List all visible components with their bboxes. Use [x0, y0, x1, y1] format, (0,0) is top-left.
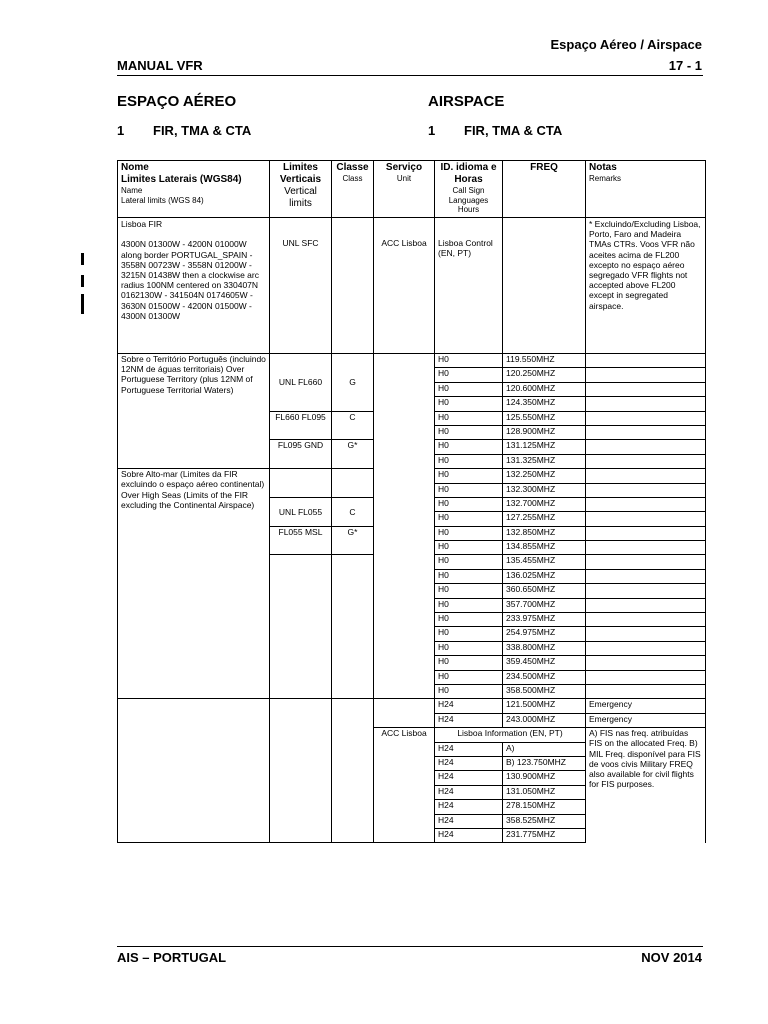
territory-vertical-2: FL660 FL095 — [270, 411, 332, 440]
highseas-name: Sobre Alto-mar (Limites da FIR excluindo o espaço aéreo continental) Over High Seas (Limits of the FIR excluding the Continental Airspace) — [118, 469, 270, 699]
remarks-cell — [586, 454, 706, 468]
hours-cell: H0 — [435, 354, 503, 368]
highseas-class-empty — [332, 555, 374, 699]
footer-right: NOV 2014 — [641, 950, 702, 965]
info-callsign: Lisboa Information (EN, PT) — [435, 728, 586, 742]
freq-cell: 231.775MHZ — [503, 828, 586, 842]
freq-cell: 128.900MHZ — [503, 425, 586, 439]
fir-limits: Lisboa FIR 4300N 01300W - 4200N 01000W along border PORTUGAL_SPAIN - 3558N 00723W - 3558N 01200W - 3215N 01438W then a clockwise arc radius 100NM centered on 330407N 0162130W - 341504N 0174605W - 3630N 01500W - 4200N 01500W - 4300N 01300W — [118, 218, 270, 354]
freq-cell: 338.800MHZ — [503, 641, 586, 655]
hours-cell: H24 — [435, 828, 503, 842]
change-bar — [81, 275, 84, 287]
freq-cell: 136.025MHZ — [503, 569, 586, 583]
hours-cell: H0 — [435, 627, 503, 641]
freq-cell: 130.900MHZ — [503, 771, 586, 785]
highseas-vertical-2: FL055 MSL — [270, 526, 332, 555]
hours-cell: H0 — [435, 368, 503, 382]
freq-cell: 124.350MHZ — [503, 397, 586, 411]
bottom-class — [332, 699, 374, 843]
freq-cell: 131.325MHZ — [503, 454, 586, 468]
hours-cell: H0 — [435, 483, 503, 497]
hours-cell: H24 — [435, 742, 503, 756]
freq-cell: A) — [503, 742, 586, 756]
table-row — [118, 354, 706, 368]
remarks-cell — [586, 627, 706, 641]
remarks-cell — [586, 483, 706, 497]
hours-cell: H0 — [435, 411, 503, 425]
hours-cell: H0 — [435, 425, 503, 439]
header-name: Nome Limites Laterais (WGS84) Name Lateral limits (WGS 84) — [118, 161, 270, 218]
territory-vertical-3: FL095 GND — [270, 440, 332, 469]
subtitle-en-text: FIR, TMA & CTA — [464, 123, 563, 138]
remarks-cell — [586, 598, 706, 612]
hours-cell: H24 — [435, 800, 503, 814]
highseas-vertical-1: UNL FL055 — [270, 497, 332, 526]
freq-cell: 357.700MHZ — [503, 598, 586, 612]
freq-cell: 131.125MHZ — [503, 440, 586, 454]
freq-cell: 120.250MHZ — [503, 368, 586, 382]
remarks-cell — [586, 397, 706, 411]
freq-cell: 360.650MHZ — [503, 584, 586, 598]
header-vertical-limits: Limites Verticais Vertical limits — [270, 161, 332, 218]
fir-freq — [503, 218, 586, 354]
freq-cell: 278.150MHZ — [503, 800, 586, 814]
title-en: AIRSPACE — [428, 93, 505, 110]
hours-cell: H0 — [435, 512, 503, 526]
airspace-table — [117, 160, 706, 843]
remarks-cell — [586, 569, 706, 583]
fir-vertical: UNL SFC — [270, 218, 332, 354]
territory-class-1: G — [332, 354, 374, 412]
hours-cell: H0 — [435, 670, 503, 684]
hours-cell: H0 — [435, 684, 503, 698]
territory-class-2: C — [332, 411, 374, 440]
change-bar — [81, 294, 84, 314]
freq-cell: 119.550MHZ — [503, 354, 586, 368]
freq-cell: B) 123.750MHZ — [503, 756, 586, 770]
freq-cell: 132.300MHZ — [503, 483, 586, 497]
freq-cell: 125.550MHZ — [503, 411, 586, 425]
table-header-row — [118, 161, 706, 218]
hours-cell: H0 — [435, 569, 503, 583]
table-row — [118, 699, 706, 713]
highseas-vertical-empty — [270, 555, 332, 699]
freq-cell: 233.975MHZ — [503, 613, 586, 627]
freq-cell: 132.250MHZ — [503, 469, 586, 483]
hours-cell: H0 — [435, 541, 503, 555]
territory-class-3: G* — [332, 440, 374, 469]
freq-cell: 132.850MHZ — [503, 526, 586, 540]
footer-rule — [117, 946, 703, 947]
hours-cell: H24 — [435, 699, 503, 713]
hours-cell: H0 — [435, 454, 503, 468]
freq-cell: 127.255MHZ — [503, 512, 586, 526]
hours-cell: H0 — [435, 555, 503, 569]
remarks-cell — [586, 354, 706, 368]
header-rule — [117, 75, 703, 76]
hours-cell: H0 — [435, 526, 503, 540]
hours-cell: H0 — [435, 641, 503, 655]
header-callsign: ID. idioma e Horas Call Sign Languages Hours — [435, 161, 503, 218]
hours-cell: H24 — [435, 713, 503, 727]
highseas-class-2: G* — [332, 526, 374, 555]
fir-row — [118, 218, 706, 354]
bottom-vertical — [270, 699, 332, 843]
remarks-cell — [586, 440, 706, 454]
freq-cell: 359.450MHZ — [503, 656, 586, 670]
bottom-name — [118, 699, 270, 843]
remarks-cell — [586, 613, 706, 627]
freq-cell: 358.500MHZ — [503, 684, 586, 698]
freq-cell: 132.700MHZ — [503, 497, 586, 511]
remarks-cell — [586, 541, 706, 555]
hours-cell: H0 — [435, 469, 503, 483]
hours-cell: H24 — [435, 756, 503, 770]
info-remarks: A) FIS nas freq. atribuídas FIS on the allocated Freq. B) MIL Freq. disponível para FIS de voos civis Military FREQ also available for civil flights for FIS purposes. — [586, 728, 706, 843]
remarks-cell — [586, 641, 706, 655]
hours-cell: H0 — [435, 613, 503, 627]
title-pt: ESPAÇO AÉREO — [117, 93, 237, 110]
remarks-cell — [586, 555, 706, 569]
hours-cell: H0 — [435, 598, 503, 612]
remarks-cell — [586, 512, 706, 526]
hours-cell: H0 — [435, 382, 503, 396]
hours-cell: H24 — [435, 785, 503, 799]
freq-cell: 243.000MHZ — [503, 713, 586, 727]
remarks-cell — [586, 411, 706, 425]
bottom-unit-empty — [374, 699, 435, 728]
header-unit: Serviço Unit — [374, 161, 435, 218]
subtitle-pt — [117, 123, 251, 138]
footer-left: AIS – PORTUGAL — [117, 950, 227, 965]
freq-cell: 254.975MHZ — [503, 627, 586, 641]
freq-cell: 234.500MHZ — [503, 670, 586, 684]
header-class: Classe Class — [332, 161, 374, 218]
unit-empty — [374, 354, 435, 699]
change-bar — [81, 253, 84, 265]
subtitle-pt-number: 1 — [117, 123, 125, 138]
info-unit: ACC Lisboa — [374, 728, 435, 843]
freq-cell: 120.600MHZ — [503, 382, 586, 396]
hours-cell: H0 — [435, 584, 503, 598]
page-number: 17 - 1 — [668, 58, 702, 73]
highseas-vertical-empty — [270, 469, 332, 498]
remarks-cell — [586, 526, 706, 540]
freq-cell: 134.855MHZ — [503, 541, 586, 555]
remarks-cell — [586, 425, 706, 439]
subtitle-pt-text: FIR, TMA & CTA — [153, 123, 252, 138]
emergency-note: Emergency — [586, 713, 706, 727]
hours-cell: H0 — [435, 440, 503, 454]
section-title: Espaço Aéreo / Airspace — [550, 37, 702, 52]
manual-title: MANUAL VFR — [117, 58, 203, 73]
fir-remarks: * Excluindo/Excluding Lisboa, Porto, Faro and Madeira TMAs CTRs. Voos VFR não aceites acima de FL200 excepto no espaço aéreo segregado VFR flights not accepted above FL200 except in segregated airspace. — [586, 218, 706, 354]
hours-cell: H24 — [435, 771, 503, 785]
remarks-cell — [586, 497, 706, 511]
remarks-cell — [586, 368, 706, 382]
remarks-cell — [586, 670, 706, 684]
hours-cell: H0 — [435, 497, 503, 511]
header-freq: FREQ — [503, 161, 586, 218]
territory-name: Sobre o Território Português (incluindo 12NM de águas territoriais) Over Portuguese Territory (plus 12NM of Portuguese Territorial Waters) — [118, 354, 270, 469]
fir-callsign: Lisboa Control (EN, PT) — [435, 218, 503, 354]
hours-cell: H0 — [435, 397, 503, 411]
freq-cell: 135.455MHZ — [503, 555, 586, 569]
freq-cell: 131.050MHZ — [503, 785, 586, 799]
highseas-class-empty — [332, 469, 374, 498]
remarks-cell — [586, 382, 706, 396]
territory-vertical-1: UNL FL660 — [270, 354, 332, 412]
hours-cell: H0 — [435, 656, 503, 670]
freq-cell: 358.525MHZ — [503, 814, 586, 828]
fir-unit: ACC Lisboa — [374, 218, 435, 354]
frequency-rows — [118, 354, 706, 843]
highseas-class-1: C — [332, 497, 374, 526]
remarks-cell — [586, 469, 706, 483]
remarks-cell — [586, 656, 706, 670]
header-remarks: Notas Remarks — [586, 161, 706, 218]
subtitle-en — [428, 123, 562, 138]
fir-class — [332, 218, 374, 354]
remarks-cell — [586, 684, 706, 698]
emergency-note: Emergency — [586, 699, 706, 713]
freq-cell: 121.500MHZ — [503, 699, 586, 713]
hours-cell: H24 — [435, 814, 503, 828]
remarks-cell — [586, 584, 706, 598]
subtitle-en-number: 1 — [428, 123, 436, 138]
